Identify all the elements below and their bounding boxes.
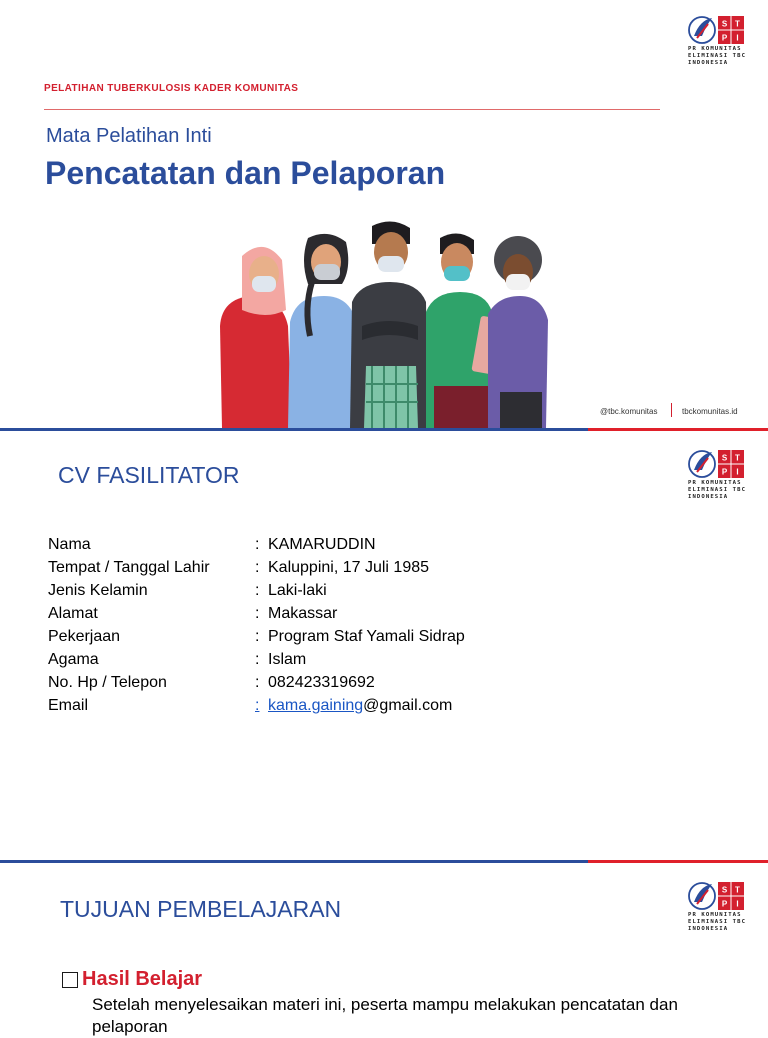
cv-row-gender: [48, 582, 648, 605]
logo-letter: P: [721, 899, 728, 909]
community-people-illustration: [212, 216, 557, 428]
divider-red-bar: [588, 428, 768, 431]
logo-line: INDONESIA: [688, 494, 729, 500]
logo-letter: I: [736, 467, 739, 477]
cv-value: Makassar: [268, 605, 338, 622]
cv-label: No. Hp / Telepon: [48, 674, 167, 691]
social-separator: [671, 403, 672, 417]
logo-letter: T: [735, 885, 740, 895]
course-title: Pencatatan dan Pelaporan: [45, 155, 446, 191]
cv-label: Email: [48, 697, 89, 714]
cv-row-religion: [48, 651, 648, 674]
cv-row-phone: [48, 674, 648, 697]
person-curly-hair-woman: [488, 236, 548, 428]
logo-letter: P: [721, 467, 728, 477]
logo-letter: T: [735, 19, 740, 29]
cv-label: Tempat / Tanggal Lahir: [48, 559, 210, 576]
stpi-logo: [688, 880, 748, 940]
cv-row-address: [48, 605, 648, 628]
logo-line: INDONESIA: [688, 926, 729, 932]
logo-letter: S: [721, 453, 728, 463]
cv-value: 082423319692: [268, 674, 375, 691]
stpi-logo: [688, 448, 748, 508]
cv-value-email: [268, 697, 452, 715]
cv-row-email: [48, 697, 648, 720]
cv-value: Islam: [268, 651, 307, 668]
checkbox-bullet-icon: [62, 972, 78, 988]
cv-label: Agama: [48, 651, 99, 668]
cv-colon: :: [255, 697, 260, 714]
program-name: PELATIHAN TUBERKULOSIS KADER KOMUNITAS: [44, 83, 299, 94]
logo-letter: S: [721, 19, 728, 29]
stpi-logo: [688, 14, 748, 74]
cv-row-birth: [48, 559, 648, 582]
logo-line: PR KOMUNITAS: [688, 480, 742, 486]
learning-outcome-label: Hasil Belajar: [82, 968, 203, 990]
cv-label: Alamat: [48, 605, 98, 622]
person-sarong-man: [350, 221, 428, 428]
cv-value: Kaluppini, 17 Juli 1985: [268, 559, 430, 576]
cv-details: [48, 536, 648, 720]
cv-colon: :: [255, 559, 260, 576]
cv-colon: :: [255, 674, 260, 691]
cv-colon: :: [255, 582, 260, 599]
slide-learning-objectives: [0, 866, 768, 1036]
cv-colon: :: [255, 651, 260, 668]
cv-label: Jenis Kelamin: [48, 582, 148, 599]
objectives-title: TUJUAN PEMBELAJARAN: [60, 896, 342, 922]
cv-value: KAMARUDDIN: [268, 536, 376, 553]
logo-letter: I: [736, 33, 739, 43]
cv-colon: :: [255, 605, 260, 622]
logo-caption: [688, 46, 748, 67]
divider-blue-bar: [0, 428, 588, 431]
logo-line: PR KOMUNITAS: [688, 912, 742, 918]
email-domain: @gmail.com: [363, 697, 453, 714]
social-website: tbckomunitas.id: [682, 407, 738, 416]
course-subtitle: Mata Pelatihan Inti: [46, 125, 212, 147]
stpi-logo-mark: [688, 14, 746, 46]
cv-row-name: [48, 536, 648, 559]
learning-outcome-heading: [62, 968, 202, 991]
logo-line: ELIMINASI TBC: [688, 53, 747, 59]
logo-line: PR KOMUNITAS: [688, 46, 742, 52]
logo-caption: [688, 912, 748, 933]
logo-letter: S: [721, 885, 728, 895]
stpi-logo-mark: [688, 880, 746, 912]
cv-title: CV FASILITATOR: [58, 462, 240, 488]
cv-label: Nama: [48, 536, 91, 553]
email-link[interactable]: kama.gaining: [268, 697, 364, 714]
person-hijab-woman: [220, 247, 292, 428]
logo-line: INDONESIA: [688, 60, 729, 66]
cv-colon: :: [255, 628, 260, 645]
logo-letter: T: [735, 453, 740, 463]
cv-row-job: [48, 628, 648, 651]
stpi-logo-mark: [688, 448, 746, 480]
social-instagram-handle: @tbc.komunitas: [600, 407, 658, 416]
divider-blue-bar: [0, 860, 588, 863]
logo-letter: P: [721, 33, 728, 43]
logo-line: ELIMINASI TBC: [688, 919, 747, 925]
cv-value: Laki-laki: [268, 582, 327, 599]
header-rule: [44, 109, 660, 110]
slide-cv: [0, 434, 768, 860]
logo-letter: I: [736, 899, 739, 909]
cv-label: Pekerjaan: [48, 628, 121, 645]
logo-line: ELIMINASI TBC: [688, 487, 747, 493]
logo-caption: [688, 480, 748, 501]
cv-colon: :: [255, 536, 260, 553]
learning-outcome-text: Setelah menyelesaikan materi ini, peserta mampu melakukan pencatatan dan pelaporan: [92, 995, 678, 1036]
person-braid-woman: [288, 234, 358, 428]
cv-value: Program Staf Yamali Sidrap: [268, 628, 465, 645]
slide-cover: [0, 0, 768, 428]
divider-red-bar: [588, 860, 768, 863]
